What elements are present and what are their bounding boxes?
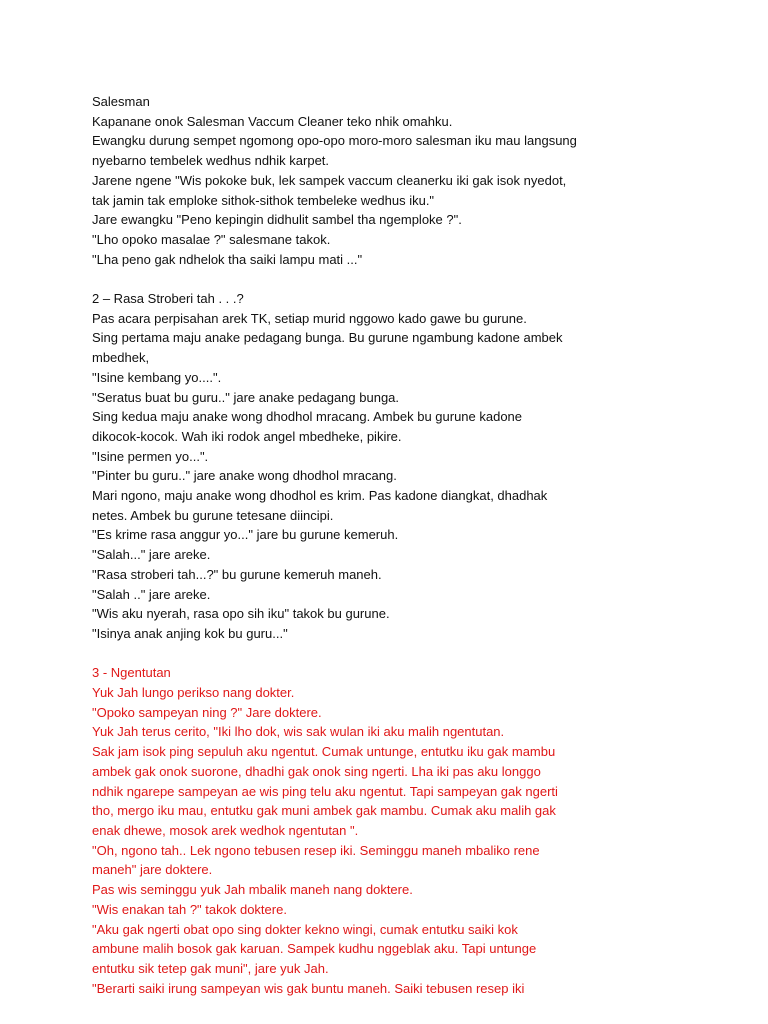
text-line: nyebarno tembelek wedhus ndhik karpet. <box>92 153 330 169</box>
section-salesman <box>92 92 612 269</box>
text-line: Jare ewangku "Peno kepingin didhulit sambel tha ngemploke ?". <box>92 212 462 228</box>
section-title: 3 - Ngentutan <box>92 665 171 681</box>
section-title: 2 – Rasa Stroberi tah . . .? <box>92 291 244 307</box>
text-line: entutku sik tetep gak muni", jare yuk Jah. <box>92 960 329 976</box>
text-line: netes. Ambek bu gurune tetesane diincipi. <box>92 507 334 523</box>
text-line: Yuk Jah lungo perikso nang dokter. <box>92 685 295 701</box>
text-line: "Isine kembang yo....". <box>92 369 222 385</box>
text-line: Sing pertama maju anake pedagang bunga. Bu gurune ngambung kadone ambek <box>92 330 563 346</box>
text-line: "Wis enakan tah ?" takok doktere. <box>92 901 287 917</box>
text-line: "Salah..." jare areke. <box>92 547 211 563</box>
text-line: Jarene ngene "Wis pokoke buk, lek sampek vaccum cleanerku iki gak isok nyedot, <box>92 172 567 188</box>
text-line: "Berarti saiki irung sampeyan wis gak buntu maneh. Saiki tebusen resep iki <box>92 980 525 996</box>
text-line: Sing kedua maju anake wong dhodhol mracang. Ambek bu gurune kadone <box>92 409 523 425</box>
document-body <box>92 92 612 998</box>
text-line: "Lha peno gak ndhelok tha saiki lampu mati ..." <box>92 251 363 267</box>
text-line: ambek gak onok suorone, dhadhi gak onok sing ngerti. Lha iki pas aku longgo <box>92 763 541 779</box>
text-line: Mari ngono, maju anake wong dhodhol es krim. Pas kadone diangkat, dhadhak <box>92 488 548 504</box>
text-line: Pas wis seminggu yuk Jah mbalik maneh nang doktere. <box>92 882 413 898</box>
text-line: enak dhewe, mosok arek wedhok ngentutan ". <box>92 822 359 838</box>
section-title: Salesman <box>92 94 150 109</box>
text-line: "Wis aku nyerah, rasa opo sih iku" takok bu gurune. <box>92 606 390 622</box>
paragraph-gap <box>92 644 612 664</box>
text-line: "Isine permen yo...". <box>92 448 209 464</box>
text-line: tak jamin tak emploke sithok-sithok tembeleke wedhus iku." <box>92 192 435 208</box>
text-line: "Salah .." jare areke. <box>92 586 211 602</box>
text-line: Ewangku durung sempet ngomong opo-opo moro-moro salesman iku mau langsung <box>92 133 577 149</box>
text-line: "Isinya anak anjing kok bu guru..." <box>92 625 288 641</box>
paragraph-gap <box>92 269 612 289</box>
text-line: "Lho opoko masalae ?" salesmane takok. <box>92 231 331 247</box>
section-rasa-stroberi <box>92 289 612 644</box>
text-line: maneh" jare doktere. <box>92 862 213 878</box>
text-line: mbedhek, <box>92 350 150 366</box>
text-line: ndhik ngarepe sampeyan ae wis ping telu aku ngentut. Tapi sampeyan gak ngerti <box>92 783 558 799</box>
text-line: Sak jam isok ping sepuluh aku ngentut. Cumak untunge, entutku iku gak mambu <box>92 744 556 760</box>
text-line: tho, mergo iku mau, entutku gak muni ambek gak mambu. Cumak aku malih gak <box>92 803 556 819</box>
text-line: "Aku gak ngerti obat opo sing dokter kekno wingi, cumak entutku saiki kok <box>92 921 518 937</box>
text-line: dikocok-kocok. Wah iki rodok angel mbedheke, pikire. <box>92 428 402 444</box>
text-line: "Seratus buat bu guru.." jare anake pedagang bunga. <box>92 389 400 405</box>
text-line: Kapanane onok Salesman Vaccum Cleaner teko nhik omahku. <box>92 113 453 129</box>
section-ngentutan <box>92 663 612 998</box>
text-line: "Es krime rasa anggur yo..." jare bu gurune kemeruh. <box>92 527 399 543</box>
text-line: Pas acara perpisahan arek TK, setiap murid nggowo kado gawe bu gurune. <box>92 310 527 326</box>
text-line: "Opoko sampeyan ning ?" Jare doktere. <box>92 704 322 720</box>
text-line: Yuk Jah terus cerito, "Iki lho dok, wis sak wulan iki aku malih ngentutan. <box>92 724 505 740</box>
text-line: "Rasa stroberi tah...?" bu gurune kemeruh maneh. <box>92 566 382 582</box>
text-line: ambune malih bosok gak karuan. Sampek kudhu nggeblak aku. Tapi untunge <box>92 941 537 957</box>
text-line: "Pinter bu guru.." jare anake wong dhodhol mracang. <box>92 468 397 484</box>
text-line: "Oh, ngono tah.. Lek ngono tebusen resep iki. Seminggu maneh mbaliko rene <box>92 842 540 858</box>
